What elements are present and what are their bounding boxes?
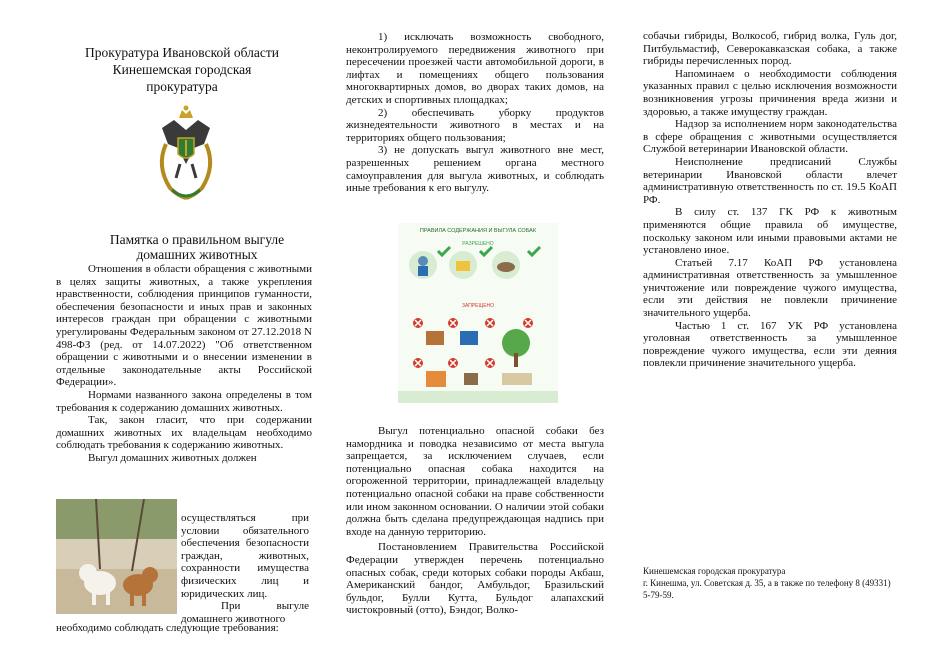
dogs-photo — [56, 499, 177, 614]
walk-text-right — [181, 512, 309, 625]
dog-rules-infographic — [398, 223, 558, 403]
column-2 — [346, 0, 608, 656]
requirements-list — [346, 31, 604, 195]
walk-text-bottom — [56, 622, 312, 635]
org-line-3: прокуратура — [146, 79, 218, 94]
requirement-2: 2) обеспечивать уборку продуктов жизнедеятельности животного в местах и на территориях общего пользования; — [346, 106, 604, 144]
requirement-1: 1) исключать возможность свободного, неконтролируемого передвижения животного при пересечении проезжей части автомобильной дороги, в лифтах и помещениях общего пользования многоквартирных домов, во дворах таких домов, на детских и спортивных площадках; — [346, 31, 604, 106]
paragraph-criminal-code: Частью 1 ст. 167 УК РФ установлена уголовная ответственность за умышленное повреждение чужого имущества, если эти деяния повлекли причинение значительного ущерба. — [643, 319, 897, 370]
intro-text — [56, 263, 312, 465]
memo-title-line-1: Памятка о правильном выгуле — [109, 232, 285, 247]
org-line-1: Прокуратура Ивановской области — [85, 45, 279, 60]
liability-text — [643, 30, 897, 370]
memo-title-line-2: домашних животных — [136, 247, 258, 262]
paragraph-vet-service: Неисполнение предписаний Службы ветеринарии Ивановской области влечет административную ответственность по ст. 19.5 КоАП РФ. — [643, 155, 897, 206]
paragraph-walk-requirements: необходимо соблюдать следующие требования: — [56, 622, 279, 634]
org-line-2: Кинешемская городская — [112, 62, 252, 77]
paragraph-law: Отношения в области обращения с животными в целях защиты животных, а также укрепления нравственности, соблюдения принципов гуманности, обеспечения безопасности и иных прав и законных интересов граждан при обращении с животными урегулированы Федеральным законом от 27.12.2018 N 498-ФЗ (ред. от 14.07.2022) "Об ответственном обращении с животными и о внесении изменении в отдельные законодательные акты Российской Федерации». — [56, 263, 312, 389]
footer-org: Кинешемская городская прокуратура — [643, 566, 786, 576]
paragraph-reminder: Напоминаем о необходимости соблюдения указанных правил с целью исключения возможности возникновения угрозы причинения вреда жизни и здоровью, а также имуществу граждан. — [643, 67, 897, 118]
requirement-3: 3) не допускать выгул животного вне мест, разрешенных решением органа местного самоуправления для выгула животных, и соблюдать иные требования к его выгулу. — [346, 144, 604, 195]
paragraph-dangerous-dog-walk: Выгул потенциально опасной собаки без намордника и поводка независимо от места выгула запрещается, за исключением случаев, если потенциально опасная собака находится на огороженной территории, принадлежащей владельцу потенциально опасной собаки на праве собственности или ином законном основании. О наличии этой собаки должна быть сделана предупреждающая надпись при входе на данную территорию. — [346, 425, 604, 538]
column-3 — [643, 0, 899, 656]
dangerous-dogs-text — [346, 425, 604, 617]
paragraph-walk-lead: Выгул домашних животных должен — [88, 451, 257, 464]
paragraph-koap: Статьей 7.17 КоАП РФ установлена административная ответственность за умышленное уничтожение или повреждение чужого имущества, если эти действия не повлекли причинение значительного ущерба. — [643, 256, 897, 320]
prosecutor-emblem-icon — [152, 104, 220, 204]
paragraph-civil-code: В силу ст. 137 ГК РФ к животным применяются общие правила об имуществе, поскольку законом или иными правовыми актами не установлено иное. — [643, 206, 897, 257]
infographic-forbidden-label: ЗАПРЕЩЕНО — [461, 303, 495, 309]
paragraph-supervision: Надзор за исполнением норм законодательства в сфере обращения с животными осуществляется Службой ветеринарии Ивановской области. — [643, 118, 897, 156]
paragraph-government-list: Постановлением Правительства Российской Федерации утвержден перечень потенциально опасных собак, среди которых собаки породы Акбаш, Американский бандог, Амбульдог, Бразильский бульдог, Булли Кутта, Бульдог алапахский чистокровный (отто), Бэндог, Волко- — [346, 541, 604, 617]
contact-footer — [643, 565, 899, 601]
infographic-title: ПРАВИЛА СОДЕРЖАНИЯ И ВЫГУЛА СОБАК — [419, 228, 537, 234]
footer-address: г. Кинешма, ул. Советская д. 35, а в также по телефону 8 (49331) 5-79-59. — [643, 578, 891, 600]
paragraph-breeds-continued: собачьи гибриды, Волкособ, гибрид волка, Гуль дог, Питбульмастиф, Северокавказская собака, а также гибриды перечисленных пород. — [643, 30, 897, 68]
infographic-graphic — [398, 223, 558, 403]
organization-header — [82, 44, 282, 95]
paragraph-owners: Так, закон гласит, что при содержании домашних животных их владельцам необходимо соблюдать требования к содержанию животных. — [56, 414, 312, 452]
paragraph-walk-requirements-lead: При выгуле домашнего животного — [181, 600, 309, 625]
paragraph-walk-conditions: осуществляться при условии обязательного обеспечения безопасности граждан, животных, сохранности имущества физических лиц и юридических лиц. — [181, 512, 309, 600]
memo-title — [102, 232, 292, 262]
paragraph-norms: Нормами названного закона определены в том требования к содержанию домашних животных. — [56, 388, 312, 414]
infographic-allowed-label: РАЗРЕШЕНО — [462, 241, 494, 247]
column-1 — [52, 0, 312, 656]
